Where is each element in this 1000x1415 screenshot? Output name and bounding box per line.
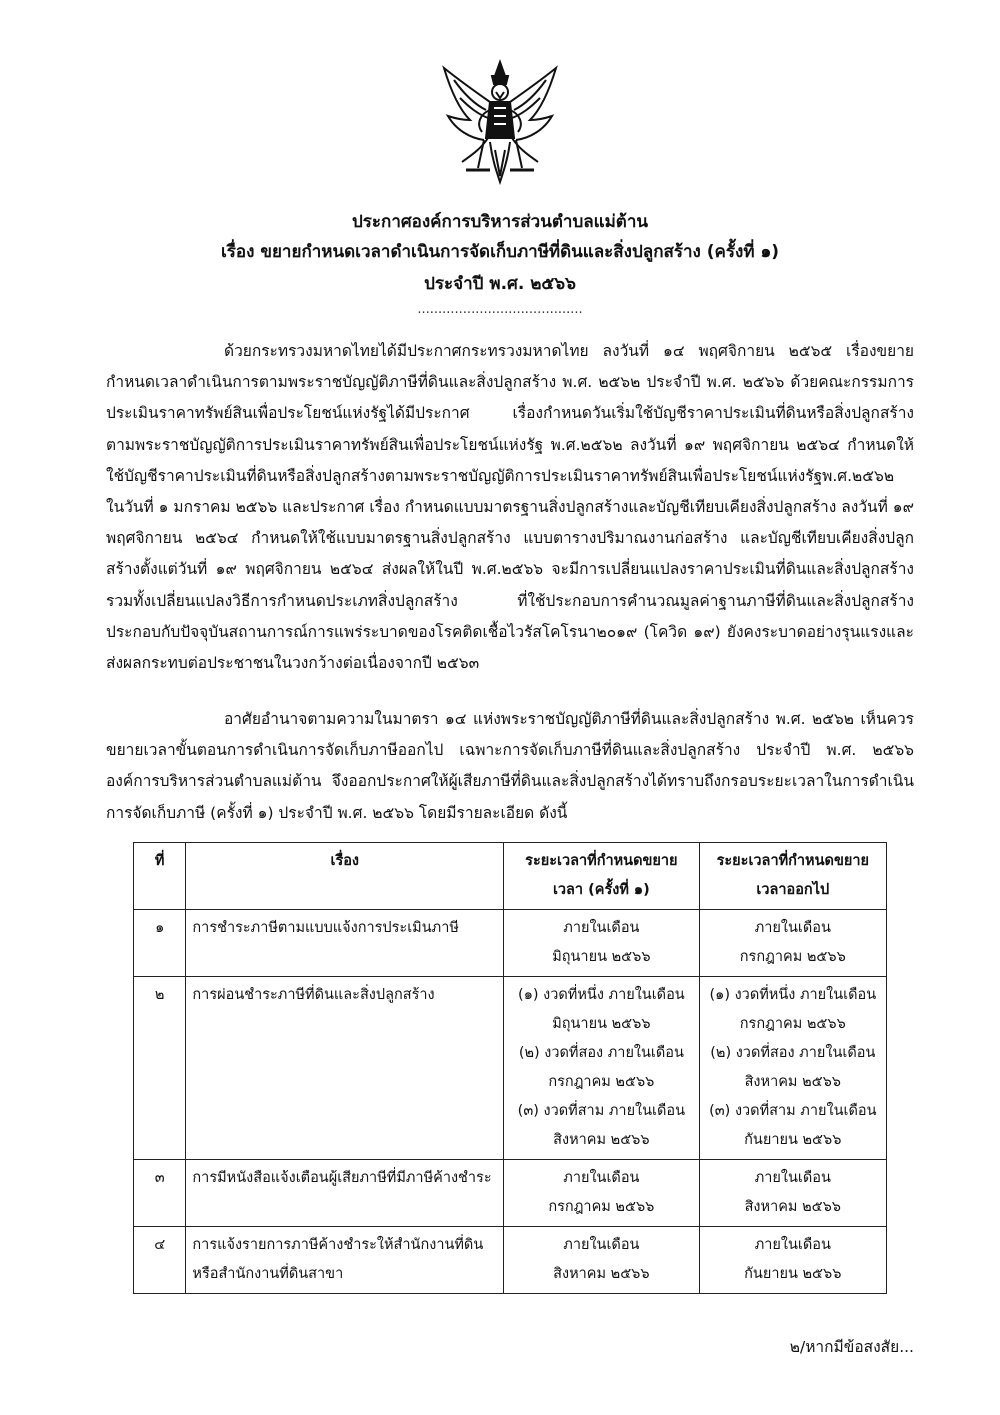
subject-cell [186, 1227, 504, 1294]
extension-final-line: ภายในเดือน [754, 920, 831, 936]
subject-line: การมีหนังสือแจ้งเตือนผู้เสียภาษีที่มีภาษีค้างชำระ [192, 1170, 492, 1186]
extension-final-line: ภายในเดือน [754, 1170, 831, 1186]
announcement-subject: เรื่อง ขยายกำหนดเวลาดำเนินการจัดเก็บภาษีที่ดินและสิ่งปลูกสร้าง (ครั้งที่ ๑) [220, 242, 780, 262]
extension-final-line: กันยายน ๒๕๖๖ [744, 1266, 842, 1282]
extension-1-cell [504, 1160, 699, 1227]
announcement-title: ประกาศองค์การบริหารส่วนตำบลแม่ต้าน [351, 212, 649, 232]
extension-1-line: มิถุนายน ๒๕๖๖ [552, 949, 651, 965]
extension-final-cell [699, 1160, 886, 1227]
subject-line: การผ่อนชำระภาษีที่ดินและสิ่งปลูกสร้าง [192, 987, 435, 1003]
extension-1-line: ภายในเดือน [563, 1170, 640, 1186]
table-body [134, 910, 887, 1294]
subject-cell [186, 1160, 504, 1227]
tax-schedule-table [133, 842, 887, 1294]
extension-1-line: มิถุนายน ๒๕๖๖ [552, 1016, 651, 1032]
header-extension-final-line1: ระยะเวลาที่กำหนดขยาย [716, 853, 869, 869]
continuation-note: ๒/หากมีข้อสงสัย... [789, 1338, 914, 1356]
extension-final-line: กรกฎาคม ๒๕๖๖ [739, 1016, 846, 1032]
row-number: ๒ [134, 977, 186, 1160]
extension-1-line: กรกฎาคม ๒๕๖๖ [548, 1074, 655, 1090]
extension-final-cell [699, 977, 886, 1160]
paragraph-1-text: ด้วยกระทรวงมหาดไทยได้มีประกาศกระทรวงมหาดไทย ลงวันที่ ๑๔ พฤศจิกายน ๒๕๖๕ เรื่องขยายกำหนดเวลาดำเนินการตามพระราชบัญญัติภาษีที่ดินและสิ่งปลูกสร้าง พ.ศ. ๒๕๖๒ ประจำปี พ.ศ. ๒๕๖๖ ด้วยคณะกรรมการประเมินราคาทรัพย์สินเพื่อประโยชน์แห่งรัฐได้มีประกาศ เรื่องกำหนดวันเริ่มใช้บัญชีราคาประเมินที่ดินหรือสิ่งปลูกสร้างตามพระราชบัญญัติการประเมินราคาทรัพย์สินเพื่อประโยชน์แห่งรัฐ พ.ศ.๒๕๖๒ ลงวันที่ ๑๙ พฤศจิกายน ๒๕๖๔ กำหนดให้ใช้บัญชีราคาประเมินที่ดินหรือสิ่งปลูกสร้างตามพระราชบัญญัติการประเมินราคาทรัพย์สินเพื่อประโยชน์แห่งรัฐพ.ศ.๒๕๖๒ ในวันที่ ๑ มกราคม ๒๕๖๖ และประกาศ เรื่อง กำหนดแบบมาตรฐานสิ่งปลูกสร้างและบัญชีเทียบเคียงสิ่งปลูกสร้าง ลงวันที่ ๑๙ พฤศจิกายน ๒๕๖๔ กำหนดให้ใช้แบบมาตรฐานสิ่งปลูกสร้าง แบบตารางปริมาณงานก่อสร้าง และบัญชีเทียบเคียงสิ่งปลูกสร้างตั้งแต่วันที่ ๑๙ พฤศจิกายน ๒๕๖๔ ส่งผลให้ในปี พ.ศ.๒๕๖๖ จะมีการเปลี่ยนแปลงราคาประเมินที่ดินและสิ่งปลูกสร้าง รวมทั้งเปลี่ยนแปลงวิธีการกำหนดประเภทสิ่งปลูกสร้าง ที่ใช้ประกอบการคำนวณมูลค่าฐานภาษีที่ดินและสิ่งปลูกสร้างประกอบกับปัจจุบันสถานการณ์การแพร่ระบาดของโรคติดเชื้อไวรัสโคโรนา๒๐๑๙ (โควิด ๑๙) ยังคงระบาดอย่างรุนแรงและส่งผลกระทบต่อประชาชนในวงกว้างต่อเนื่องจากปี ๒๕๖๓ [106, 342, 914, 673]
extension-final-line: (๒) งวดที่สอง ภายในเดือน [710, 1045, 876, 1061]
extension-final-line: (๓) งวดที่สาม ภายในเดือน [709, 1103, 877, 1119]
extension-1-line: (๒) งวดที่สอง ภายในเดือน [518, 1045, 684, 1061]
table-row [134, 977, 887, 1160]
header-extension-final [699, 843, 886, 910]
extension-final-line: ภายในเดือน [754, 1237, 831, 1253]
paragraph-2-text: อาศัยอำนาจตามความในมาตรา ๑๔ แห่งพระราชบัญญัติภาษีที่ดินและสิ่งปลูกสร้าง พ.ศ. ๒๕๖๒ เห็นควรขยายเวลาขั้นตอนการดำเนินการจัดเก็บภาษีออกไป เฉพาะการจัดเก็บภาษีที่ดินและสิ่งปลูกสร้าง ประจำปี พ.ศ. ๒๕๖๖ องค์การบริหารส่วนตำบลแม่ต้าน จึงออกประกาศให้ผู้เสียภาษีที่ดินและสิ่งปลูกสร้างได้ทราบถึงกรอบระยะเวลาในการดำเนินการจัดเก็บภาษี (ครั้งที่ ๑) ประจำปี พ.ศ. ๒๕๖๖ โดยมีรายละเอียด ดังนี้ [106, 710, 914, 822]
header-extension-final-line2: เวลาออกไป [756, 882, 830, 898]
extension-1-cell [504, 910, 699, 977]
body-paragraph-1 [106, 336, 914, 679]
extension-1-line: (๓) งวดที่สาม ภายในเดือน [517, 1103, 686, 1119]
header-extension-1 [504, 843, 699, 910]
extension-final-line: สิงหาคม ๒๕๖๖ [744, 1199, 842, 1215]
table-row [134, 1227, 887, 1294]
garuda-emblem [440, 58, 560, 188]
extension-1-cell [504, 977, 699, 1160]
subject-line: การแจ้งรายการภาษีค้างชำระให้สำนักงานที่ดิน [192, 1237, 484, 1253]
extension-1-line: (๑) งวดที่หนึ่ง ภายในเดือน [518, 987, 685, 1003]
extension-1-line: ภายในเดือน [563, 920, 640, 936]
extension-final-line: สิงหาคม ๒๕๖๖ [744, 1074, 842, 1090]
extension-1-cell [504, 1227, 699, 1294]
table-row [134, 910, 887, 977]
extension-1-line: กรกฎาคม ๒๕๖๖ [548, 1199, 655, 1215]
announcement-year: ประจำปี พ.ศ. ๒๕๖๖ [424, 274, 576, 294]
header-no: ที่ [134, 843, 186, 910]
extension-final-cell [699, 1227, 886, 1294]
table-header-row [134, 843, 887, 910]
subject-cell [186, 977, 504, 1160]
header-extension-1-line2: เวลา (ครั้งที่ ๑) [552, 882, 650, 898]
extension-1-line: ภายในเดือน [563, 1237, 640, 1253]
extension-final-line: กันยายน ๒๕๖๖ [744, 1132, 842, 1148]
subject-cell [186, 910, 504, 977]
row-number: ๓ [134, 1160, 186, 1227]
extension-final-line: กรกฎาคม ๒๕๖๖ [739, 949, 846, 965]
subject-line: หรือสำนักงานที่ดินสาขา [192, 1266, 344, 1282]
body-paragraph-2 [106, 704, 914, 829]
header-subject: เรื่อง [186, 843, 504, 910]
header-extension-1-line1: ระยะเวลาที่กำหนดขยาย [525, 853, 678, 869]
extension-final-line: (๑) งวดที่หนึ่ง ภายในเดือน [709, 987, 877, 1003]
title-separator: ........................................ [417, 302, 583, 317]
extension-final-cell [699, 910, 886, 977]
extension-1-line: สิงหาคม ๒๕๖๖ [553, 1266, 650, 1282]
row-number: ๔ [134, 1227, 186, 1294]
row-number: ๑ [134, 910, 186, 977]
extension-1-line: สิงหาคม ๒๕๖๖ [553, 1132, 650, 1148]
table-row [134, 1160, 887, 1227]
subject-line: การชำระภาษีตามแบบแจ้งการประเมินภาษี [192, 920, 459, 936]
